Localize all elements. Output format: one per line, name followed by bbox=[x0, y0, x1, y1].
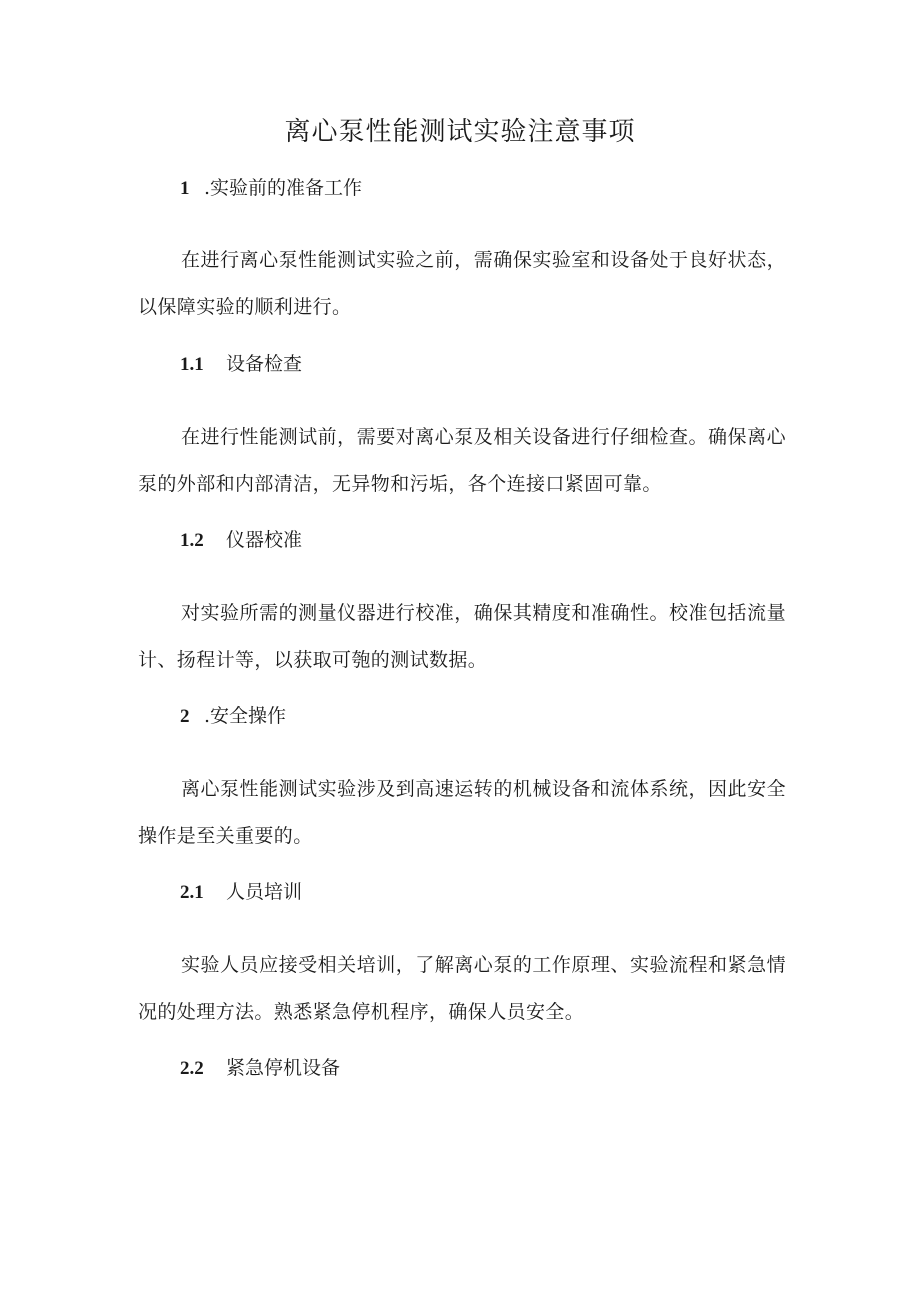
section-heading-2-1 bbox=[180, 878, 302, 907]
section-label: .安全操作 bbox=[204, 705, 287, 727]
section-paragraph-1-2: 对实验所需的测量仪器进行校准，确保其精度和准确性。校准包括流量计、扬程计等，以获取可匏的测试数据。 bbox=[138, 602, 786, 671]
section-heading-1-1 bbox=[180, 350, 302, 379]
section-label: 人员培训 bbox=[226, 881, 303, 903]
section-paragraph-2-1: 实验人员应接受相关培训，了解离心泵的工作原理、实验流程和紧急情况的处理方法。熟悉紧急停机程序，确保人员安全。 bbox=[138, 954, 786, 1023]
section-number: 2.2 bbox=[180, 1058, 204, 1079]
section-number: 1.1 bbox=[180, 354, 204, 375]
section-number: 2 bbox=[180, 706, 190, 727]
section-heading-1 bbox=[180, 174, 362, 203]
section-heading-2-2 bbox=[180, 1054, 340, 1083]
section-label: 紧急停机设备 bbox=[226, 1057, 341, 1079]
section-label: 仪器校准 bbox=[226, 529, 303, 551]
section-number: 1.2 bbox=[180, 530, 204, 551]
section-heading-2 bbox=[180, 702, 286, 731]
section-paragraph-1: 在进行离心泵性能测试实验之前，需确保实验室和设备处于良好状态，以保障实验的顺利进行。 bbox=[138, 249, 786, 318]
section-paragraph-2: 离心泵性能测试实验涉及到高速运转的机械设备和流体系统，因此安全操作是至关重要的。 bbox=[138, 778, 786, 847]
document-title: 离心泵性能测试实验注意事项 bbox=[284, 117, 636, 147]
section-heading-1-2 bbox=[180, 526, 302, 555]
section-label: 设备检查 bbox=[226, 353, 303, 375]
section-number: 1 bbox=[180, 178, 190, 199]
section-label: .实验前的准备工作 bbox=[204, 177, 363, 199]
section-paragraph-1-1: 在进行性能测试前，需要对离心泵及相关设备进行仔细检查。确保离心泵的外部和内部清洁，无异物和污垢，各个连接口紧固可靠。 bbox=[138, 426, 786, 495]
section-number: 2.1 bbox=[180, 882, 204, 903]
